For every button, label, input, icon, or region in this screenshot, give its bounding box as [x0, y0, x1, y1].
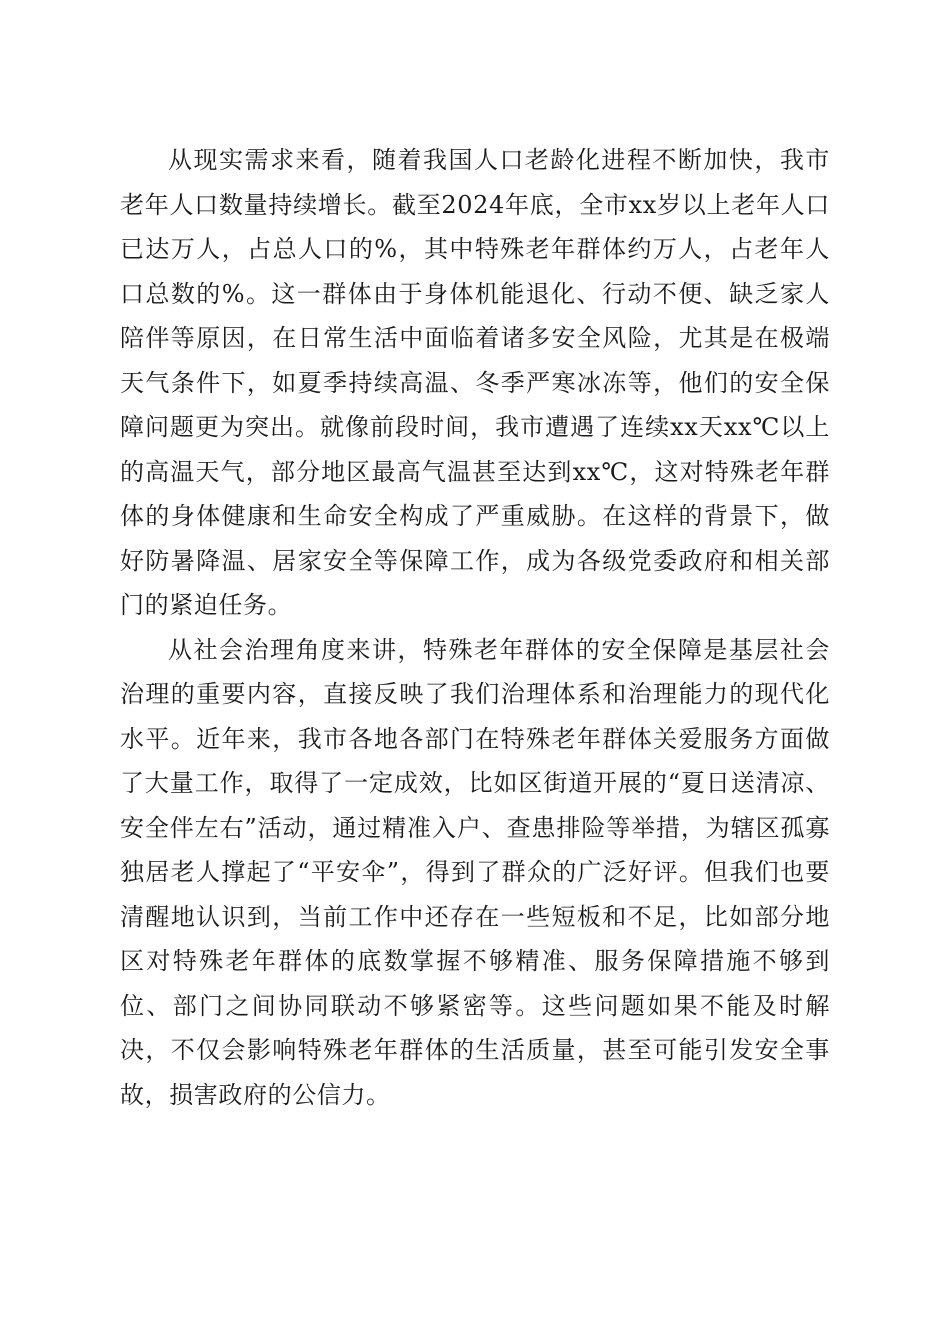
paragraph-social-governance: 从社会治理角度来讲，特殊老年群体的安全保障是基层社会治理的重要内容，直接反映了我们治理体系和治理能力的现代化水平。近年来，我市各地各部门在特殊老年群体关爱服务方面做了大量工作，取得了一定成效，比如区街道开展的“夏日送清凉、安全伴左右”活动，通过精准入户、查患排险等举措，为辖区孤寡独居老人撑起了“平安伞”，得到了群众的广泛好评。但我们也要清醒地认识到，当前工作中还存在一些短板和不足，比如部分地区对特殊老年群体的底数掌握不够精准、服务保障措施不够到位、部门之间协同联动不够紧密等。这些问题如果不能及时解决，不仅会影响特殊老年群体的生活质量，甚至可能引发安全事故，损害政府的公信力。 — [120, 635, 830, 1109]
paragraph-demand-background: 从现实需求来看，随着我国人口老龄化进程不断加快，我市老年人口数量持续增长。截至2024年底，全市xx岁以上老年人口已达万人，占总人口的%，其中特殊老年群体约万人，占老年人口总数的%。这一群体由于身体机能退化、行动不便、缺乏家人陪伴等原因，在日常生活中面临着诸多安全风险，尤其是在极端天气条件下，如夏季持续高温、冬季严寒冰冻等，他们的安全保障问题更为突出。就像前段时间，我市遭遇了连续xx天xx℃以上的高温天气，部分地区最高气温甚至达到xx℃，这对特殊老年群体的身体健康和生命安全构成了严重威胁。在这样的背景下，做好防暑降温、居家安全等保障工作，成为各级党委政府和相关部门的紧迫任务。 — [120, 146, 830, 619]
document-body — [120, 138, 830, 1117]
